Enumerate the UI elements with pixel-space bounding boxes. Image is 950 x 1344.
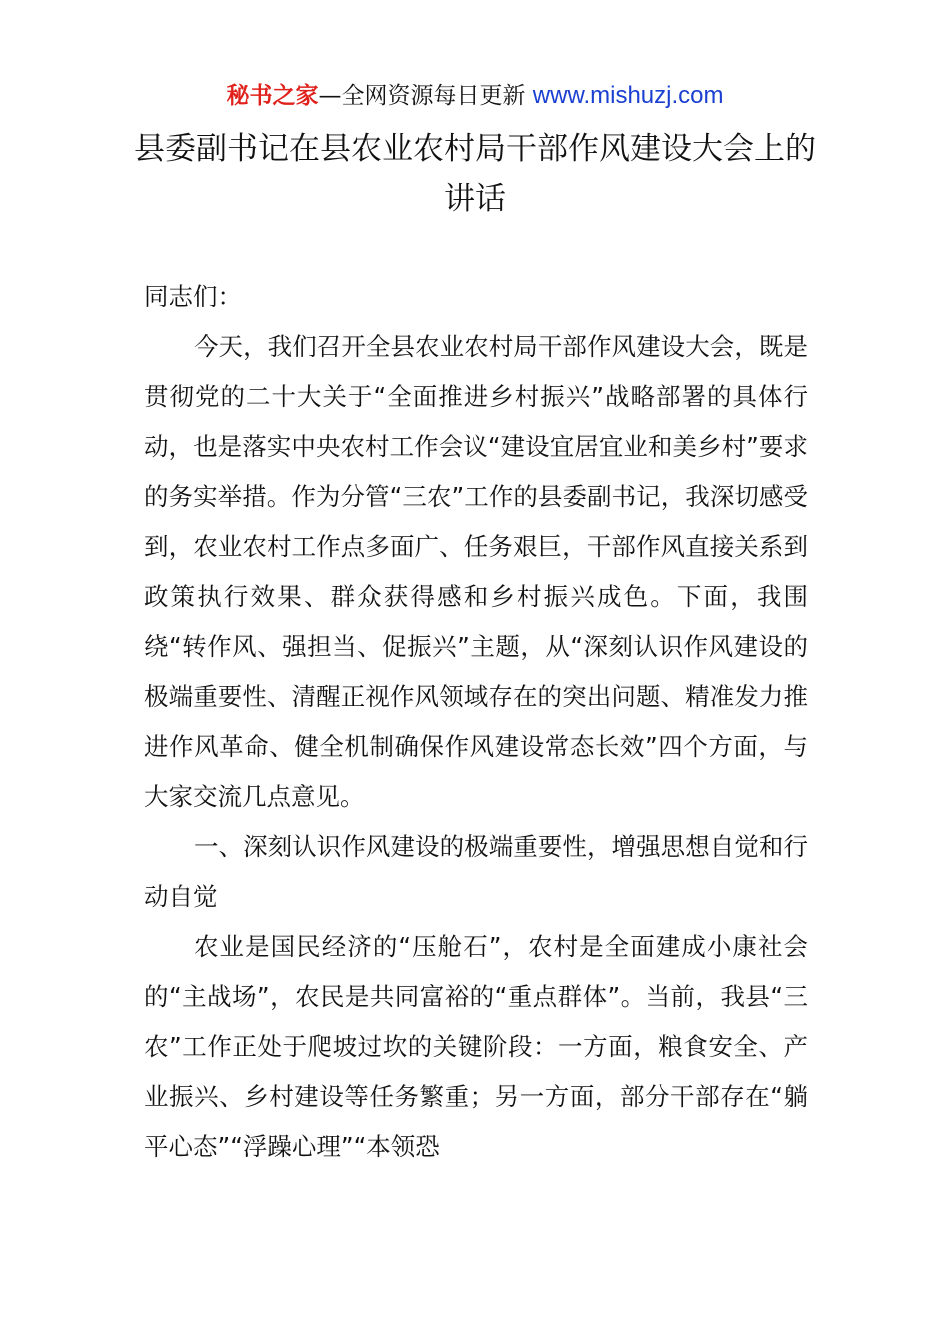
salutation: 同志们： [144,282,242,311]
brand-name: 秘书之家 [226,83,319,109]
document-body [144,272,808,1172]
site-url-link[interactable]: www.mishuzj.com [532,82,724,109]
section-heading-1: 一、深刻认识作风建设的极端重要性，增强思想自觉和行动自觉 [144,832,808,911]
site-header [0,80,950,112]
header-tagline: —全网资源每日更新 [318,83,526,109]
paragraph-section-1: 农业是国民经济的“压舱石”，农村是全面建成小康社会的“主战场”，农民是共同富裕的“重点群体”。当前，我县“三农”工作正处于爬坡过坎的关键阶段：一方面，粮食安全、产业振兴、乡村建设等任务繁重；另一方面，部分干部存在“躺平心态”“浮躁心理”“本领恐 [144,932,808,1161]
document-title: 县委副书记在县农业农村局干部作风建设大会上的讲话 [134,131,816,217]
paragraph-intro: 今天，我们召开全县农业农村局干部作风建设大会，既是贯彻党的二十大关于“全面推进乡村振兴”战略部署的具体行动，也是落实中央农村工作会议“建设宜居宜业和美乡村”要求的务实举措。作为分管“三农”工作的县委副书记，我深切感受到，农业农村工作点多面广、任务艰巨，干部作风直接关系到政策执行效果、群众获得感和乡村振兴成色。下面，我围绕“转作风、强担当、促振兴”主题，从“深刻认识作风建设的极端重要性、清醒正视作风领域存在的突出问题、精准发力推进作风革命、健全机制确保作风建设常态长效”四个方面，与大家交流几点意见。 [144,332,808,811]
